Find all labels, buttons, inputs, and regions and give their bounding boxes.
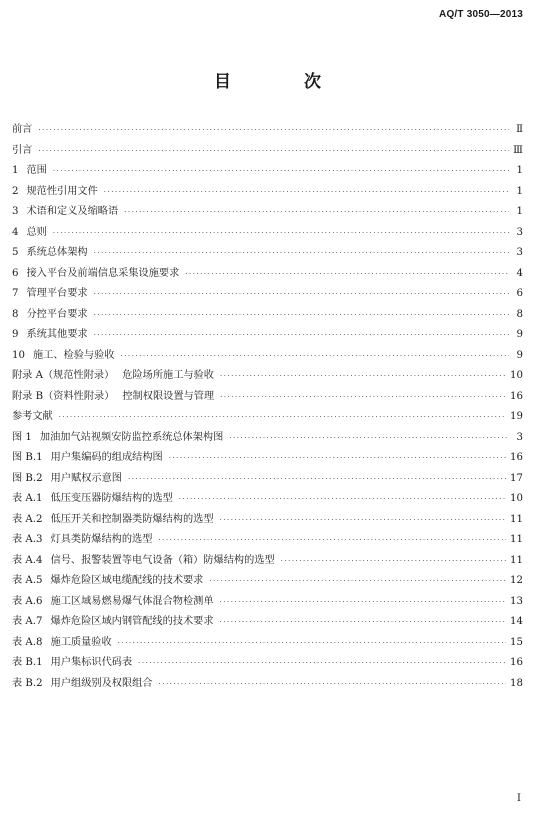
toc-dot-leader bbox=[209, 571, 506, 592]
toc-entry-title: 加油加气站视频安防监控系统总体架构图 bbox=[39, 431, 224, 443]
toc-entry[interactable] bbox=[12, 161, 523, 182]
toc-entry-page: 16 bbox=[510, 452, 523, 463]
toc-dot-leader bbox=[158, 530, 506, 551]
toc-entry-title: 分控平台要求 bbox=[26, 308, 88, 320]
toc-entry[interactable] bbox=[12, 510, 523, 531]
toc-entry[interactable] bbox=[12, 387, 523, 408]
toc-entry-page: 18 bbox=[510, 677, 523, 689]
toc-entry-title: 总则 bbox=[26, 226, 47, 238]
toc-entry[interactable] bbox=[12, 407, 523, 428]
toc-entry-number: 表 A.6 bbox=[12, 595, 43, 607]
toc-entry-number: 附录 B（资料性附录） bbox=[12, 390, 115, 402]
toc-dot-leader bbox=[104, 182, 509, 203]
toc-entry-title: 引言 bbox=[12, 144, 33, 156]
toc-entry-page: 1 bbox=[516, 206, 523, 217]
toc-entry[interactable] bbox=[12, 653, 523, 674]
toc-entry[interactable] bbox=[12, 366, 523, 387]
toc-dot-leader bbox=[220, 612, 507, 633]
toc-dot-leader bbox=[169, 448, 506, 469]
toc-entry-page: 15 bbox=[510, 636, 523, 648]
toc-entry[interactable] bbox=[12, 612, 523, 633]
toc-entry[interactable] bbox=[12, 674, 523, 695]
toc-entry-label bbox=[12, 551, 275, 572]
toc-entry-title: 用户赋权示意图 bbox=[50, 472, 122, 484]
toc-entry-title: 系统其他要求 bbox=[26, 329, 88, 340]
toc-entry-page: 6 bbox=[516, 288, 523, 299]
toc-entry-page: 4 bbox=[516, 267, 523, 279]
toc-entry-label bbox=[12, 653, 132, 674]
toc-entry[interactable] bbox=[12, 530, 523, 551]
toc-entry[interactable] bbox=[12, 243, 523, 264]
toc-dot-leader bbox=[185, 264, 509, 285]
toc-entry-title: 前言 bbox=[12, 124, 33, 135]
standard-code: AQ/T 3050—2013 bbox=[439, 9, 523, 20]
toc-entry-title: 施工区域易燃易爆气体混合物检测单 bbox=[50, 595, 214, 607]
toc-entry-label bbox=[12, 264, 179, 285]
toc-entry[interactable] bbox=[12, 325, 523, 346]
toc-entry-page: 11 bbox=[510, 554, 523, 566]
toc-entry-page: 16 bbox=[510, 390, 523, 402]
toc-entry-title: 范围 bbox=[26, 165, 47, 176]
toc-entry[interactable] bbox=[12, 448, 523, 469]
toc-entry-number: 图 B.1 bbox=[12, 452, 43, 463]
toc-entry-page: 13 bbox=[510, 595, 523, 607]
toc-entry-number: 8 bbox=[12, 308, 19, 320]
toc-entry[interactable] bbox=[12, 223, 523, 244]
toc-entry-number: 2 bbox=[12, 185, 19, 197]
toc-dot-leader bbox=[128, 469, 506, 490]
toc-entry-title: 低压变压器防爆结构的选型 bbox=[50, 493, 173, 504]
toc-dot-leader bbox=[281, 551, 506, 572]
toc-entry-number: 表 B.2 bbox=[12, 677, 43, 689]
table-of-contents bbox=[12, 120, 523, 694]
toc-entry-label bbox=[12, 120, 32, 141]
toc-entry-number: 6 bbox=[12, 267, 19, 279]
toc-entry-page: 17 bbox=[510, 472, 523, 484]
toc-entry[interactable] bbox=[12, 346, 523, 367]
toc-entry[interactable] bbox=[12, 264, 523, 285]
toc-entry-page: 3 bbox=[516, 431, 523, 443]
toc-entry-number: 1 bbox=[12, 165, 19, 176]
toc-entry-label bbox=[12, 182, 98, 203]
toc-entry-page: 9 bbox=[516, 329, 523, 340]
toc-entry[interactable] bbox=[12, 571, 523, 592]
toc-entry-label bbox=[12, 284, 88, 305]
toc-dot-leader bbox=[59, 407, 506, 428]
toc-entry-label bbox=[12, 141, 32, 162]
toc-entry[interactable] bbox=[12, 202, 523, 223]
toc-entry-title: 术语和定义及缩略语 bbox=[26, 206, 119, 217]
toc-entry-page: 16 bbox=[510, 657, 523, 668]
toc-entry-number: 图 B.2 bbox=[12, 472, 43, 484]
toc-entry-page: Ⅲ bbox=[513, 144, 523, 156]
toc-dot-leader bbox=[179, 489, 506, 510]
toc-entry[interactable] bbox=[12, 141, 523, 162]
toc-entry-title: 接入平台及前端信息采集设施要求 bbox=[26, 267, 180, 279]
toc-entry-page: 10 bbox=[510, 493, 523, 504]
toc-entry-title: 灯具类防爆结构的选型 bbox=[50, 534, 153, 545]
toc-entry-page: 11 bbox=[510, 513, 523, 525]
toc-entry-label bbox=[12, 633, 112, 654]
toc-entry-number: 表 A.5 bbox=[12, 575, 43, 586]
toc-entry-label bbox=[12, 161, 47, 182]
toc-entry-page: 3 bbox=[516, 226, 523, 238]
toc-entry-label bbox=[12, 674, 153, 695]
toc-entry-number: 10 bbox=[12, 349, 25, 361]
toc-entry-number: 3 bbox=[12, 206, 19, 217]
toc-entry-number: 表 A.2 bbox=[12, 513, 43, 525]
toc-entry[interactable] bbox=[12, 469, 523, 490]
page-number: I bbox=[517, 793, 521, 804]
toc-entry-label bbox=[12, 592, 214, 613]
toc-entry-label bbox=[12, 243, 88, 264]
toc-entry-number: 表 A.1 bbox=[12, 493, 43, 504]
toc-entry-label bbox=[12, 489, 173, 510]
toc-dot-leader bbox=[38, 141, 509, 162]
toc-dot-leader bbox=[220, 510, 507, 531]
toc-entry-page: 19 bbox=[510, 411, 523, 422]
toc-entry-page: 1 bbox=[516, 185, 523, 197]
toc-entry-title: 参考文献 bbox=[12, 411, 53, 422]
toc-entry-label bbox=[12, 530, 152, 551]
toc-entry-title: 用户集编码的组成结构图 bbox=[50, 452, 163, 463]
toc-entry-page: 10 bbox=[510, 370, 523, 381]
toc-entry-page: Ⅱ bbox=[516, 124, 523, 135]
toc-entry-number: 表 A.4 bbox=[12, 554, 43, 566]
toc-entry-label bbox=[12, 305, 88, 326]
toc-entry-title: 信号、报警装置等电气设备（箱）防爆结构的选型 bbox=[50, 554, 275, 566]
toc-dot-leader bbox=[53, 161, 509, 182]
toc-entry-title: 施工质量验收 bbox=[50, 636, 112, 648]
toc-entry-number: 表 B.1 bbox=[12, 657, 43, 668]
toc-entry[interactable] bbox=[12, 305, 523, 326]
toc-entry-label bbox=[12, 346, 114, 367]
toc-entry[interactable] bbox=[12, 633, 523, 654]
toc-dot-leader bbox=[38, 120, 509, 141]
toc-entry-title: 用户组级别及权限组合 bbox=[50, 677, 153, 689]
toc-entry-page: 3 bbox=[516, 247, 523, 258]
toc-entry-label bbox=[12, 223, 47, 244]
toc-entry-number: 4 bbox=[12, 226, 19, 238]
toc-entry-title: 控制权限设置与管理 bbox=[122, 390, 215, 402]
toc-dot-leader bbox=[118, 633, 506, 654]
toc-entry-label bbox=[12, 571, 203, 592]
toc-dot-leader bbox=[220, 387, 506, 408]
toc-entry-title: 管理平台要求 bbox=[26, 288, 88, 299]
toc-entry-label bbox=[12, 448, 163, 469]
toc-entry-number: 表 A.3 bbox=[12, 534, 43, 545]
toc-entry-label bbox=[12, 407, 53, 428]
toc-entry[interactable] bbox=[12, 182, 523, 203]
toc-entry-title: 爆炸危险区域电缆配线的技术要求 bbox=[50, 575, 204, 586]
toc-entry-label bbox=[12, 612, 214, 633]
page-title: 目 次 bbox=[214, 72, 349, 92]
toc-dot-leader bbox=[120, 346, 509, 367]
toc-entry-label bbox=[12, 428, 223, 449]
toc-dot-leader bbox=[94, 284, 509, 305]
toc-entry-number: 表 A.7 bbox=[12, 616, 43, 627]
toc-dot-leader bbox=[53, 223, 509, 244]
toc-entry[interactable] bbox=[12, 120, 523, 141]
toc-entry-number: 附录 A（规范性附录） bbox=[12, 370, 115, 381]
toc-entry-title: 危险场所施工与验收 bbox=[122, 370, 214, 381]
toc-entry-title: 施工、检验与验收 bbox=[32, 349, 115, 361]
toc-dot-leader bbox=[94, 305, 509, 326]
toc-entry[interactable] bbox=[12, 551, 523, 572]
toc-dot-leader bbox=[124, 202, 509, 223]
toc-entry-label bbox=[12, 325, 88, 346]
toc-entry-label bbox=[12, 510, 214, 531]
toc-entry-label bbox=[12, 202, 118, 223]
toc-entry-number: 5 bbox=[12, 247, 19, 258]
toc-entry-title: 规范性引用文件 bbox=[26, 185, 98, 197]
toc-entry-title: 爆炸危险区域内钢管配线的技术要求 bbox=[50, 616, 214, 627]
toc-entry[interactable] bbox=[12, 284, 523, 305]
toc-entry-page: 1 bbox=[516, 165, 523, 176]
toc-entry-page: 9 bbox=[516, 349, 523, 361]
toc-entry-title: 用户集标识代码表 bbox=[50, 657, 133, 668]
toc-entry-number: 表 A.8 bbox=[12, 636, 43, 648]
toc-entry-number: 9 bbox=[12, 329, 19, 340]
toc-entry-page: 11 bbox=[510, 534, 523, 545]
toc-entry[interactable] bbox=[12, 489, 523, 510]
toc-dot-leader bbox=[220, 592, 507, 613]
toc-dot-leader bbox=[138, 653, 506, 674]
toc-dot-leader bbox=[220, 366, 506, 387]
toc-entry-page: 8 bbox=[516, 308, 523, 320]
toc-entry[interactable] bbox=[12, 592, 523, 613]
toc-dot-leader bbox=[94, 243, 509, 264]
toc-entry-label bbox=[12, 387, 214, 408]
toc-entry-page: 12 bbox=[510, 575, 523, 586]
toc-entry-label bbox=[12, 469, 122, 490]
toc-entry[interactable] bbox=[12, 428, 523, 449]
toc-dot-leader bbox=[229, 428, 509, 449]
toc-entry-title: 系统总体架构 bbox=[26, 247, 88, 258]
toc-entry-number: 图 1 bbox=[12, 431, 32, 443]
toc-dot-leader bbox=[159, 674, 507, 695]
toc-entry-number: 7 bbox=[12, 288, 19, 299]
toc-entry-label bbox=[12, 366, 214, 387]
toc-entry-page: 14 bbox=[510, 616, 523, 627]
toc-dot-leader bbox=[94, 325, 509, 346]
toc-entry-title: 低压开关和控制器类防爆结构的选型 bbox=[50, 513, 214, 525]
